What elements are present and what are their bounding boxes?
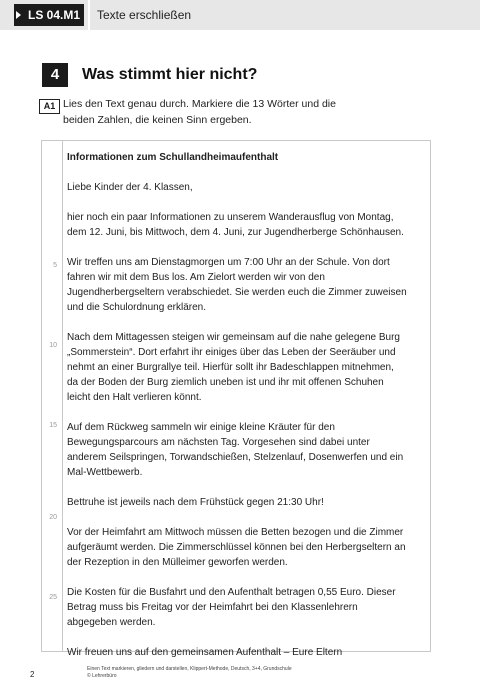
letter-paragraph: Vor der Heimfahrt am Mittwoch müssen die Betten bezogen und die Zimmer aufgeräumt werden. Die Zimmerschlüssel können bei den Herbergseltern an der Rezeption in den Mülleimer geworfen werden. [67,527,406,568]
task-number-badge: 4 [42,63,68,87]
letter-paragraph: Auf dem Rückweg sammeln wir einige kleine Kräuter für den Bewegungsparcours am nächsten Tag. Vorgesehen sind dabei unter anderem Seilspringen, Torwandschießen, Stelzenlauf, Dosenwerfen und ein Mal-Wettbewerb. [67,422,404,478]
footer-line-2: © Lehrerbüro [87,673,117,679]
page-number: 2 [30,670,35,679]
footer-credits [87,666,447,680]
instruction-text: Lies den Text genau durch. Markiere die 13 Wörter und die beiden Zahlen, die keinen Sinn ergeben. [63,98,336,126]
line-number: 25 [49,594,57,601]
header-divider [88,0,90,30]
footer-line-1: Einen Text markieren, gliedern und darstellen, Klippert-Methode, Deutsch, 3+4, Grundschule [87,666,292,672]
letter-closing: Wir freuen uns auf den gemeinsamen Aufenthalt – Eure Eltern [67,647,343,658]
task-title: Was stimmt hier nicht? [82,66,258,83]
letter-body [67,150,407,660]
letter-paragraph: Wir treffen uns am Dienstagmorgen um 7:00 Uhr an der Schule. Von dort fahren wir mit dem Bus los. Am Zielort werden wir von den Jugendherbergseltern verabschiedet. Sie werden euch die Zimmer zuweisen und die Schulordnung erklären. [67,257,407,313]
header-code-badge [14,4,84,26]
header-title: Texte erschließen [97,8,192,22]
letter-paragraph: hier noch ein paar Informationen zu unserem Wanderausflug von Montag, dem 12. Juni, bis Mittwoch, dem 4. Juni, zur Jugendherberge Schönhausen. [67,212,404,238]
header-code-label: LS 04.M1 [28,8,81,22]
line-number: 10 [49,342,57,349]
header-bar [0,0,480,30]
instruction-badge: A1 [39,99,60,114]
letter-greeting: Liebe Kinder der 4. Klassen, [67,182,193,193]
letter-title: Informationen zum Schullandheimaufenthalt [67,152,279,163]
letter-paragraph: Nach dem Mittagessen steigen wir gemeinsam auf die nahe gelegene Burg „Sommerstein“. Dort erfahrt ihr einiges über das Leben der Seeräuber und nehmt an einer Burgrallye teil. Hierfür sollt ihr Badeschlappen mitnehmen, da der Boden der Burg ziemlich uneben ist und ihr mit offenen Schuhen leicht den Halt verlieren könnt. [67,332,400,403]
line-number: 20 [49,514,57,521]
letter-paragraph: Die Kosten für die Busfahrt und den Aufenthalt betragen 0,55 Euro. Dieser Betrag muss bis Freitag vor der Heimfahrt bei den Klassenlehrern abgegeben werden. [67,587,396,628]
line-number: 5 [53,262,57,269]
line-number: 15 [49,422,57,429]
line-number-rule [62,140,63,652]
letter-paragraph: Bettruhe ist jeweils nach dem Frühstück gegen 21:30 Uhr! [67,497,324,508]
